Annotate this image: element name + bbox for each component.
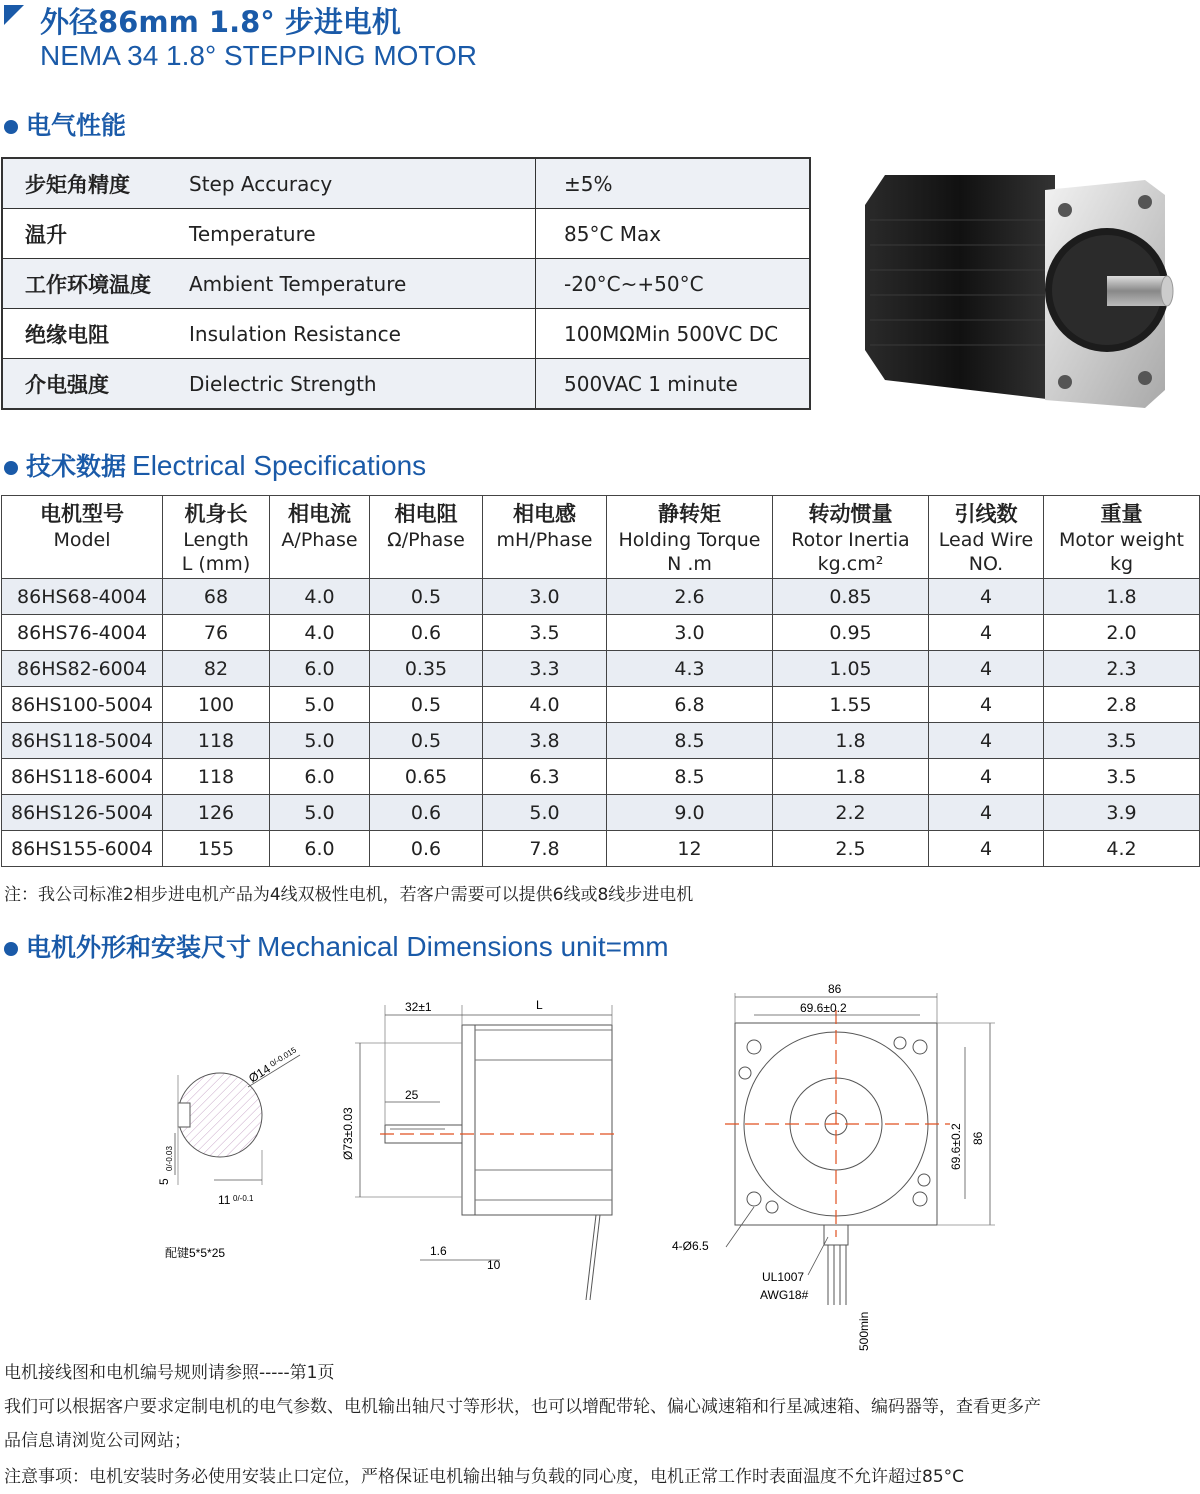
spec-cell: 0.95 <box>773 615 929 651</box>
outer-width-label: 86 <box>828 982 842 996</box>
column-header-en: Model <box>53 529 111 551</box>
spec-cell: 0.85 <box>773 579 929 615</box>
spec-cell: 0.35 <box>370 651 483 687</box>
column-header-unit: N .m <box>667 553 712 575</box>
wire-gauge-label: AWG18# <box>760 1288 809 1302</box>
spec-cell: 4 <box>929 795 1044 831</box>
spec-cell: 6.3 <box>483 759 607 795</box>
column-header-en: Holding Torque <box>618 529 761 551</box>
column-header-en: mH/Phase <box>496 529 593 551</box>
spec-cell: 4.0 <box>483 687 607 723</box>
electrical-row <box>2 209 810 259</box>
key-length-label: 25 <box>405 1088 419 1102</box>
wire-type-label: UL1007 <box>762 1270 805 1284</box>
column-header-en: Motor weight <box>1058 529 1184 551</box>
key-width-label: 11 <box>218 1193 231 1207</box>
spec-note: 注：我公司标准2相步进电机产品为4线双极性电机，若客户需要可以提供6线或8线步进电机 <box>4 885 694 905</box>
motor-side-view <box>341 998 620 1300</box>
spec-cell: 0.6 <box>370 831 483 867</box>
page-subtitle: NEMA 34 1.8° STEPPING MOTOR <box>40 40 478 71</box>
page-title: 外径86mm 1.8° 步进电机 <box>40 5 401 39</box>
spec-cell: 1.05 <box>773 651 929 687</box>
spec-row <box>2 651 1200 687</box>
spec-cell: 2.5 <box>773 831 929 867</box>
model-cell: 86HS118-5004 <box>2 723 163 759</box>
spec-cell: 76 <box>163 615 270 651</box>
spec-cell: 6.0 <box>270 759 370 795</box>
spec-cell: 118 <box>163 759 270 795</box>
column-header-cn: 静转矩 <box>658 502 721 526</box>
key-width-tolerance: 0/-0.1 <box>233 1194 254 1203</box>
title-flag-icon <box>4 5 24 25</box>
model-cell: 86HS68-4004 <box>2 579 163 615</box>
spec-cell: 155 <box>163 831 270 867</box>
spec-row <box>2 759 1200 795</box>
spec-cell: 4.3 <box>607 651 773 687</box>
key-spec-label: 配键5*5*25 <box>165 1246 226 1260</box>
spec-column-header <box>607 496 773 579</box>
specifications-table <box>1 495 1200 867</box>
footer-customization: 我们可以根据客户要求定制电机的电气参数、电机输出轴尺寸等形状，也可以增配带轮、偏心减速箱和行星减速箱、编码器等，查看更多产 <box>4 1397 1041 1417</box>
column-header-en: A/Phase <box>281 529 358 551</box>
parameter-name-cn: 步矩角精度 <box>2 158 187 209</box>
spec-cell: 0.5 <box>370 687 483 723</box>
spec-cell: 0.6 <box>370 615 483 651</box>
spec-cell: 4 <box>929 687 1044 723</box>
spec-cell: 4.0 <box>270 615 370 651</box>
spec-cell: 1.8 <box>1044 579 1200 615</box>
spec-cell: 118 <box>163 723 270 759</box>
spec-column-header <box>2 496 163 579</box>
key-height-label: 5 <box>157 1178 171 1185</box>
spec-cell: 4.2 <box>1044 831 1200 867</box>
spec-cell: 3.0 <box>607 615 773 651</box>
bolt-spacing-label: 69.6±0.2 <box>800 1001 847 1015</box>
column-header-cn: 相电感 <box>513 502 576 526</box>
parameter-name-en: Temperature <box>187 209 536 259</box>
column-header-cn: 相电阻 <box>394 502 458 526</box>
spec-cell: 4 <box>929 651 1044 687</box>
parameter-name-en: Ambient Temperature <box>187 259 536 309</box>
spec-cell: 4 <box>929 759 1044 795</box>
spec-cell: 8.5 <box>607 759 773 795</box>
spec-cell: 4.0 <box>270 579 370 615</box>
electrical-performance-table <box>1 157 811 410</box>
flange-thickness-label: 1.6 <box>430 1244 447 1258</box>
spec-cell: 2.3 <box>1044 651 1200 687</box>
column-header-en: Rotor Inertia <box>791 529 910 551</box>
parameter-name-en: Dielectric Strength <box>187 359 536 410</box>
spec-cell: 3.8 <box>483 723 607 759</box>
spec-cell: 0.6 <box>370 795 483 831</box>
spec-cell: 3.9 <box>1044 795 1200 831</box>
shaft-section-view <box>157 1045 300 1260</box>
spec-cell: 3.3 <box>483 651 607 687</box>
spec-cell: 0.5 <box>370 579 483 615</box>
spec-cell: 2.6 <box>607 579 773 615</box>
parameter-value: 85°C Max <box>536 209 811 259</box>
spec-cell: 0.5 <box>370 723 483 759</box>
spec-column-header <box>1044 496 1200 579</box>
bullet-icon <box>4 942 18 956</box>
pilot-length-label: 10 <box>487 1258 501 1272</box>
spec-cell: 6.0 <box>270 831 370 867</box>
parameter-value: -20°C~+50°C <box>536 259 811 309</box>
spec-cell: 1.8 <box>773 723 929 759</box>
spec-cell: 3.5 <box>1044 723 1200 759</box>
parameter-name-cn: 绝缘电阻 <box>2 309 187 359</box>
spec-column-header <box>370 496 483 579</box>
spec-cell: 5.0 <box>270 795 370 831</box>
model-cell: 86HS155-6004 <box>2 831 163 867</box>
spec-cell: 82 <box>163 651 270 687</box>
electrical-row <box>2 359 810 410</box>
spec-cell: 100 <box>163 687 270 723</box>
spec-cell: 6.0 <box>270 651 370 687</box>
spec-cell: 4 <box>929 831 1044 867</box>
mechanical-drawing <box>0 975 1200 1355</box>
column-header-unit: kg <box>1109 553 1134 575</box>
spec-row <box>2 831 1200 867</box>
spec-cell: 5.0 <box>270 723 370 759</box>
spec-column-header <box>483 496 607 579</box>
spec-row <box>2 579 1200 615</box>
spec-cell: 5.0 <box>483 795 607 831</box>
shaft-diameter-tolerance: 0/-0.015 <box>268 1045 298 1069</box>
spec-column-header <box>773 496 929 579</box>
column-header-unit: NO. <box>968 553 1004 575</box>
model-cell: 86HS100-5004 <box>2 687 163 723</box>
model-cell: 86HS118-6004 <box>2 759 163 795</box>
footer-caution: 注意事项：电机安装时务必使用安装止口定位，严格保证电机输出轴与负载的同心度，电机正常工作时表面温度不允许超过85°C <box>4 1467 964 1487</box>
column-header-en: Length <box>183 529 249 551</box>
model-cell: 86HS82-6004 <box>2 651 163 687</box>
parameter-name-cn: 温升 <box>2 209 187 259</box>
parameter-name-cn: 介电强度 <box>2 359 187 410</box>
spec-column-header <box>929 496 1044 579</box>
parameter-name-cn: 工作环境温度 <box>2 259 187 309</box>
column-header-cn: 机身长 <box>184 502 248 526</box>
column-header-cn: 相电流 <box>288 502 351 526</box>
section-electrical-heading: 电气性能 <box>4 106 126 142</box>
spec-cell: 9.0 <box>607 795 773 831</box>
parameter-value: 500VAC 1 minute <box>536 359 811 410</box>
spec-cell: 2.8 <box>1044 687 1200 723</box>
spec-cell: 12 <box>607 831 773 867</box>
lead-length-label: 500min <box>857 1311 871 1351</box>
spec-row <box>2 615 1200 651</box>
section-mechanical-heading: 电机外形和安装尺寸 Mechanical Dimensions unit=mm <box>4 928 669 964</box>
spec-column-header <box>163 496 270 579</box>
key-height-tolerance: 0/-0.03 <box>165 1146 174 1171</box>
column-header-cn: 转动惯量 <box>808 502 893 526</box>
shaft-length-label: 32±1 <box>405 1000 432 1014</box>
spec-cell: 1.55 <box>773 687 929 723</box>
bullet-icon <box>4 461 18 475</box>
spec-cell: 3.0 <box>483 579 607 615</box>
spec-cell: 3.5 <box>483 615 607 651</box>
parameter-name-en: Insulation Resistance <box>187 309 536 359</box>
column-header-cn: 引线数 <box>954 502 1018 526</box>
spec-cell: 6.8 <box>607 687 773 723</box>
spec-cell: 1.8 <box>773 759 929 795</box>
spec-cell: 4 <box>929 723 1044 759</box>
bullet-icon <box>4 120 18 134</box>
column-header-en: Lead Wire <box>938 529 1034 551</box>
spec-cell: 2.2 <box>773 795 929 831</box>
column-header-unit: L (mm) <box>181 553 251 575</box>
spec-cell: 126 <box>163 795 270 831</box>
parameter-value: ±5% <box>536 158 811 209</box>
footer-reference: 电机接线图和电机编号规则请参照-----第1页 <box>4 1363 335 1383</box>
electrical-row <box>2 158 810 209</box>
spec-row <box>2 795 1200 831</box>
spec-cell: 5.0 <box>270 687 370 723</box>
motor-front-view <box>672 982 995 1351</box>
spec-row <box>2 687 1200 723</box>
model-cell: 86HS76-4004 <box>2 615 163 651</box>
spec-cell: 0.65 <box>370 759 483 795</box>
column-header-cn: 电机型号 <box>40 502 124 526</box>
mounting-holes-label: 4-Ø6.5 <box>672 1239 709 1253</box>
outer-height-label: 86 <box>971 1131 985 1145</box>
model-cell: 86HS126-5004 <box>2 795 163 831</box>
electrical-row <box>2 309 810 359</box>
column-header-en: Ω/Phase <box>387 529 465 551</box>
spec-column-header <box>270 496 370 579</box>
body-length-label: L <box>536 998 543 1012</box>
spec-cell: 68 <box>163 579 270 615</box>
spec-cell: 3.5 <box>1044 759 1200 795</box>
parameter-name-en: Step Accuracy <box>187 158 536 209</box>
spec-cell: 8.5 <box>607 723 773 759</box>
motor-photo <box>845 150 1185 420</box>
shaft-diameter-label: Ø14 <box>246 1061 273 1086</box>
column-header-unit: kg.cm² <box>817 553 884 575</box>
footer-website: 品信息请浏览公司网站； <box>4 1431 191 1451</box>
column-header-cn: 重量 <box>1100 502 1143 526</box>
electrical-row <box>2 259 810 309</box>
parameter-value: 100MΩMin 500VC DC <box>536 309 811 359</box>
spec-cell: 4 <box>929 615 1044 651</box>
spec-cell: 2.0 <box>1044 615 1200 651</box>
spec-row <box>2 723 1200 759</box>
section-specs-heading: 技术数据 Electrical Specifications <box>4 447 426 483</box>
bolt-spacing-vertical-label: 69.6±0.2 <box>949 1123 963 1170</box>
spec-cell: 7.8 <box>483 831 607 867</box>
spec-cell: 4 <box>929 579 1044 615</box>
pilot-diameter-label: Ø73±0.03 <box>341 1107 355 1160</box>
